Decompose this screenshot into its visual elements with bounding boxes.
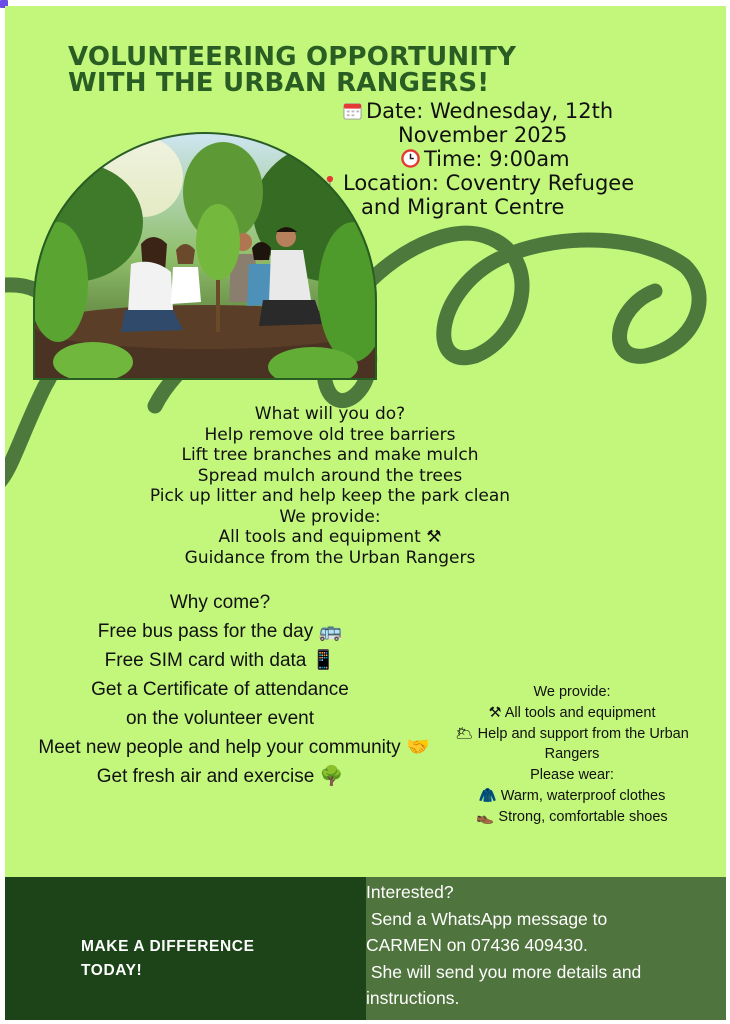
benefit-label: Free bus pass for the day	[97, 621, 314, 642]
event-details	[325, 99, 695, 219]
benefit-item	[5, 617, 435, 646]
activity-item: Spread mulch around the trees	[197, 465, 463, 486]
activities-heading: What will you do?	[254, 404, 406, 424]
sidebar-provide-heading: We provide:	[533, 684, 611, 700]
activities-section	[5, 404, 655, 568]
event-date-line-2: November 2025	[398, 123, 568, 147]
sidebar-wear-label: Strong, comfortable shoes	[498, 808, 668, 825]
title-line-2: WITH THE URBAN RANGERS!	[68, 68, 490, 98]
sidebar-wear-label: Warm, waterproof clothes	[500, 787, 666, 804]
activity-item: Lift tree branches and make mulch	[181, 445, 479, 465]
sidebar-provide-label: Help and support from the Urban	[477, 725, 689, 742]
benefits-section	[5, 588, 435, 791]
event-time-row	[325, 147, 695, 171]
contact-line: Interested?	[366, 882, 454, 902]
sidebar-provide-label: All tools and equipment	[504, 704, 656, 721]
benefit-item: Get a Certificate of attendance	[91, 679, 349, 700]
contact-line: CARMEN on 07436 409430.	[366, 935, 588, 955]
event-location-row	[325, 171, 695, 195]
benefits-heading: Why come?	[169, 592, 271, 613]
mobile-phone-icon: 📱	[311, 649, 336, 671]
provide-item: Guidance from the Urban Rangers	[184, 547, 476, 568]
sidebar-info	[442, 682, 702, 828]
benefit-item	[5, 762, 435, 791]
benefit-label: Meet new people and help your community	[38, 737, 401, 758]
clock-icon	[401, 149, 420, 168]
page-title	[68, 44, 668, 96]
contact-info	[366, 879, 721, 1012]
contact-line: She will send you more details and	[366, 961, 642, 982]
support-icon: 🌥	[455, 725, 474, 742]
provide-heading: We provide:	[279, 506, 381, 527]
event-time: Time: 9:00am	[424, 147, 570, 171]
volunteers-planting-photo	[33, 132, 377, 380]
contact-line: instructions.	[366, 988, 460, 1008]
benefit-label: Get fresh air and exercise	[96, 766, 315, 787]
provide-item-label: All tools and equipment	[218, 527, 421, 547]
sidebar-wear-heading: Please wear:	[530, 767, 614, 784]
event-date-line-1: Date: Wednesday, 12th	[366, 99, 614, 123]
sidebar-provide-item	[442, 724, 702, 745]
calendar-icon	[343, 101, 362, 120]
provide-item	[5, 527, 655, 548]
coat-icon: 🧥	[478, 787, 497, 804]
tools-icon: ⚒	[488, 704, 502, 721]
activity-item: Pick up litter and help keep the park clean	[149, 486, 511, 506]
benefit-item	[5, 733, 435, 762]
call-to-action	[81, 935, 255, 983]
event-location-line-1: Location: Coventry Refugee	[343, 171, 635, 195]
sidebar-wear-item	[442, 807, 702, 828]
event-location-line-2: and Migrant Centre	[361, 195, 565, 219]
benefit-item: on the volunteer event	[125, 708, 315, 729]
footer-cta-panel	[5, 877, 366, 1020]
benefit-item	[5, 646, 435, 675]
footer-contact-panel	[366, 877, 726, 1020]
tree-icon: 🌳	[319, 765, 344, 787]
activity-item: Help remove old tree barriers	[204, 424, 456, 445]
flyer	[5, 6, 726, 1020]
sidebar-provide-item	[442, 703, 702, 724]
contact-line: Send a WhatsApp message to	[366, 908, 608, 929]
event-date-row	[325, 99, 695, 123]
tools-icon: ⚒	[426, 527, 442, 547]
boot-icon: 👞	[476, 808, 495, 825]
title-line-1: VOLUNTEERING OPPORTUNITY	[68, 42, 517, 72]
bus-icon: 🚌	[318, 620, 343, 642]
cta-line-2: TODAY!	[81, 962, 143, 979]
sidebar-wear-item	[442, 786, 702, 807]
sidebar-provide-item: Rangers	[544, 746, 600, 763]
cta-line-1: MAKE A DIFFERENCE	[81, 938, 255, 955]
benefit-label: Free SIM card with data	[104, 650, 307, 671]
handshake-icon: 🤝	[405, 736, 430, 758]
